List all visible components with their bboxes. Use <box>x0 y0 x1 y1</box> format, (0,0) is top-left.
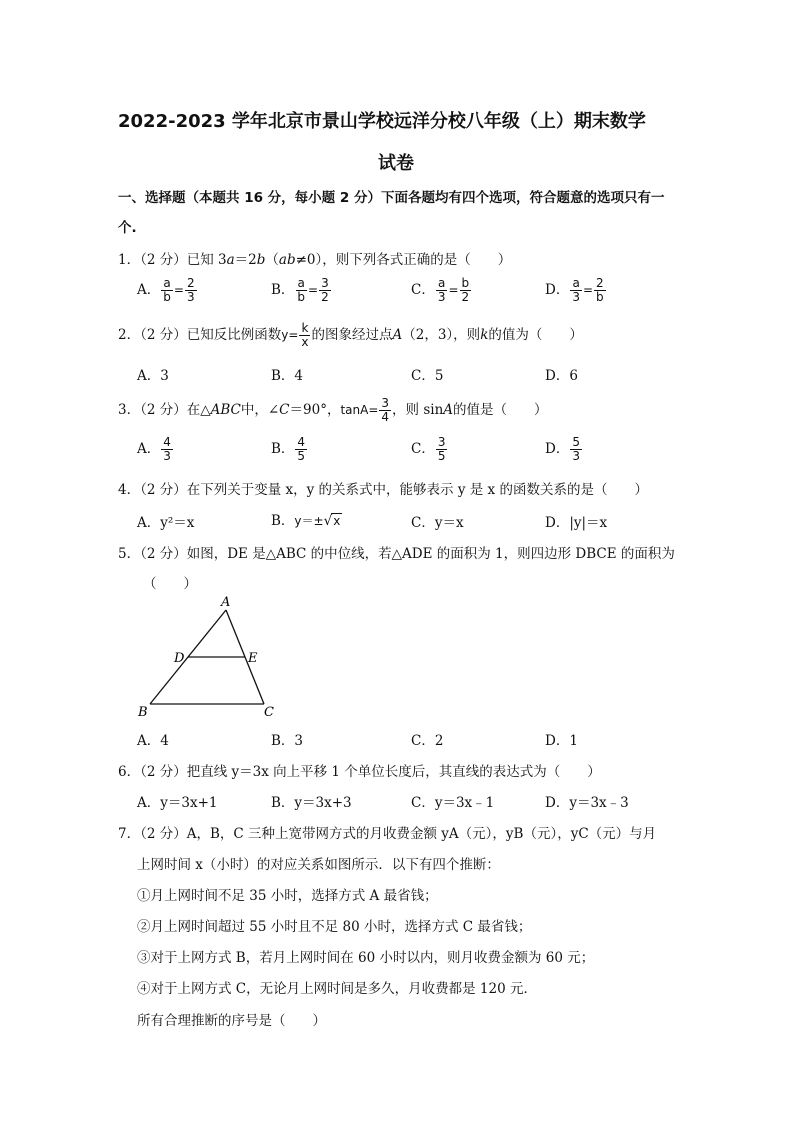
section-heading-continued: 个. <box>118 220 137 236</box>
q3-option-b[interactable]: B． $\frac{4}{5}$ <box>271 435 306 463</box>
label-e: E <box>248 651 258 666</box>
q2-option-c[interactable]: C．5 <box>411 368 444 384</box>
q1-option-d[interactable]: D． $\frac{a}{3}$ = $\frac{2}{b}$ <box>545 276 604 304</box>
question-5-stem: 5．（2 分）如图，DE 是△ABC 的中位线，若△ADE 的面积为 1，则四边形 DBCE 的面积为 <box>118 546 675 562</box>
label-d: D <box>174 651 185 666</box>
question-2-stem: 2．（2 分）已知反比例函数y= $\frac{k}{x}$ 的图象经过点A（2，3），则k的值为（ ） <box>118 321 583 349</box>
q3-option-a[interactable]: A． $\frac{4}{3}$ <box>137 435 171 463</box>
q7-ask: 所有合理推断的序号是（ ） <box>137 1013 326 1029</box>
q6-option-d[interactable]: D．y＝3x﹣3 <box>545 795 629 811</box>
q6-option-a[interactable]: A．y＝3x+1 <box>137 795 218 811</box>
question-5-paren: （ ） <box>143 576 197 592</box>
question-7-stem-continued: 上网时间 x（小时）的对应关系如图所示．以下有四个推断： <box>137 857 500 873</box>
q7-inference-1: ①月上网时间不足 35 小时，选择方式 A 最省钱； <box>137 888 438 904</box>
q1-option-c[interactable]: C． $\frac{a}{3}$ = $\frac{b}{2}$ <box>411 276 470 304</box>
label-c: C <box>264 705 274 720</box>
q7-inference-4: ④对于上网方式 C，无论月上网时间是多久，月收费都是 120 元． <box>137 981 537 997</box>
question-7-stem: 7．（2 分）A，B，C 三种上宽带网方式的月收费金额 yA（元），yB（元），yC（元）与月 <box>118 826 657 842</box>
q5-option-b[interactable]: B．3 <box>271 733 304 749</box>
triangle-figure <box>130 594 290 720</box>
q4-option-c[interactable]: C．y＝x <box>411 515 464 531</box>
q5-option-c[interactable]: C．2 <box>411 733 444 749</box>
q3-option-c[interactable]: C． $\frac{3}{5}$ <box>411 435 446 463</box>
q4-option-b[interactable]: B．y＝±√x <box>271 513 341 529</box>
q7-inference-2: ②月上网时间超过 55 小时且不足 80 小时，选择方式 C 最省钱； <box>137 919 532 935</box>
q2-option-d[interactable]: D．6 <box>545 368 578 384</box>
question-3-stem: 3．（2 分）在△ABC中，∠C＝90°，tanA= $\frac{3}{4}$ ，则 sinA的值是（ ） <box>118 396 548 424</box>
q4-option-a[interactable]: A．y²＝x <box>137 515 195 531</box>
q1-option-a[interactable]: A． $\frac{a}{b}$ = $\frac{2}{3}$ <box>137 276 195 304</box>
q2-option-a[interactable]: A．3 <box>137 368 169 384</box>
label-a: A <box>221 595 231 610</box>
label-b: B <box>138 705 148 720</box>
question-4-stem: 4．（2 分）在下列关于变量 x，y 的关系式中，能够表示 y 是 x 的函数关系的是（ ） <box>118 482 648 498</box>
q5-option-d[interactable]: D．1 <box>545 733 578 749</box>
q3-option-d[interactable]: D． $\frac{5}{3}$ <box>545 435 580 463</box>
sqrt-symbol: √ <box>323 513 333 529</box>
q4-option-d[interactable]: D．|y|＝x <box>545 515 608 531</box>
q6-option-b[interactable]: B．y＝3x+3 <box>271 795 352 811</box>
q7-inference-3: ③对于上网方式 B，若月上网时间在 60 小时以内，则月收费金额为 60 元； <box>137 950 595 966</box>
q2-option-b[interactable]: B．4 <box>271 368 304 384</box>
page-title: 2022-2023 学年北京市景山学校远洋分校八年级（上）期末数学 <box>118 111 646 132</box>
question-1-stem: 1．（2 分）已知 3a＝2b（ab≠0），则下列各式正确的是（ ） <box>118 252 512 268</box>
page-title-continued: 试卷 <box>378 153 414 174</box>
question-6-stem: 6．（2 分）把直线 y＝3x 向上平移 1 个单位长度后，其直线的表达式为（ ） <box>118 764 601 780</box>
section-heading: 一、选择题（本题共 16 分，每小题 2 分）下面各题均有四个选项，符合题意的选项只有一 <box>118 190 665 206</box>
q5-option-a[interactable]: A．4 <box>137 733 169 749</box>
q6-option-c[interactable]: C．y＝3x﹣1 <box>411 795 495 811</box>
q1-option-b[interactable]: B． $\frac{a}{b}$ = $\frac{3}{2}$ <box>271 276 329 304</box>
